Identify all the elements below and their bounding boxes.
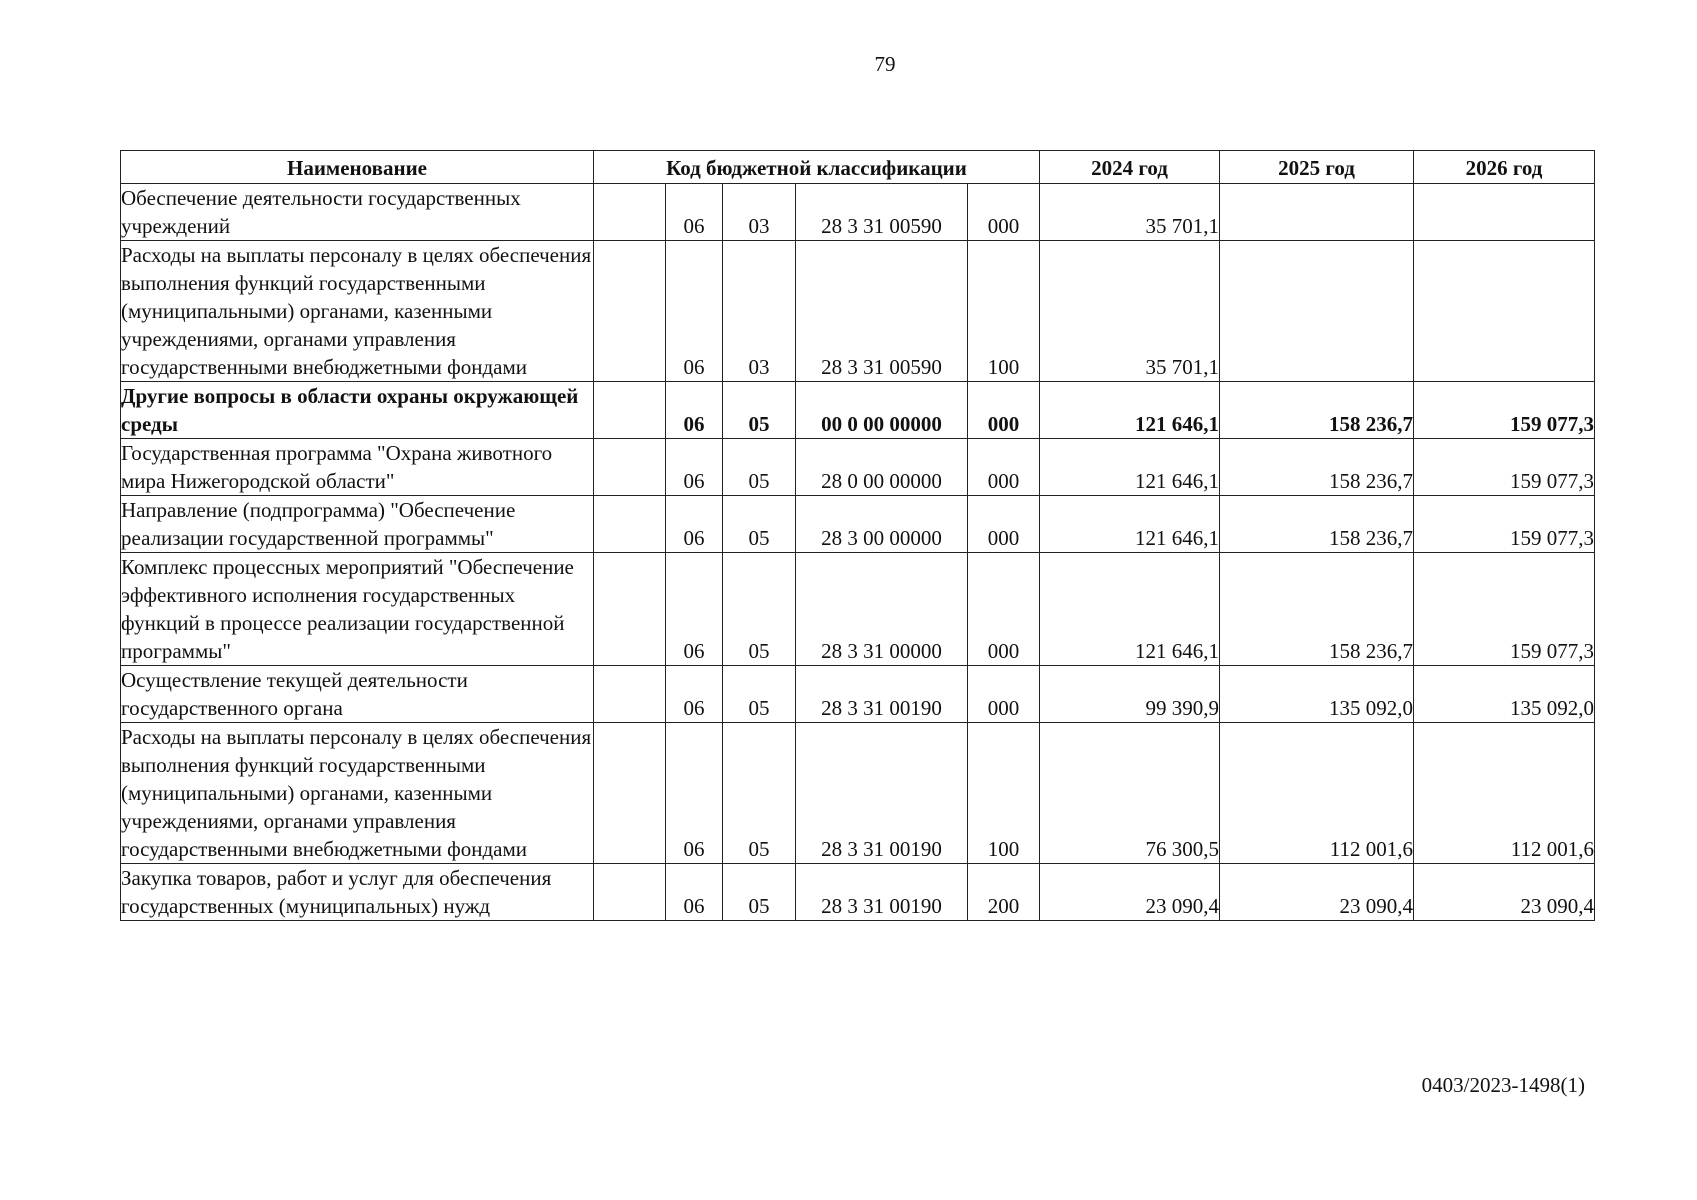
- amount-2026: 135 092,0: [1414, 666, 1595, 723]
- code-part-1: [594, 496, 666, 553]
- amount-2025: 158 236,7: [1220, 382, 1414, 439]
- code-section: 06: [666, 241, 723, 382]
- code-subsection: 05: [723, 723, 796, 864]
- code-target-article: 28 3 31 00590: [796, 184, 968, 241]
- page-number: 79: [874, 52, 896, 76]
- table-row: [121, 864, 1595, 921]
- amount-2026: 23 090,4: [1414, 864, 1595, 921]
- amount-2026: [1414, 241, 1595, 382]
- amount-2025: [1220, 184, 1414, 241]
- code-part-1: [594, 439, 666, 496]
- code-section: 06: [666, 496, 723, 553]
- code-section: 06: [666, 723, 723, 864]
- row-name: Закупка товаров, работ и услуг для обеспечения государственных (муниципальных) нужд: [121, 864, 594, 921]
- code-target-article: 00 0 00 00000: [796, 382, 968, 439]
- row-name: Расходы на выплаты персоналу в целях обеспечения выполнения функций государственными (муниципальными) органами, казенными учреждениями, органами управления государственными внебюджетными фондами: [121, 241, 594, 382]
- code-expense-type: 100: [968, 723, 1040, 864]
- amount-2025: 23 090,4: [1220, 864, 1414, 921]
- code-part-1: [594, 382, 666, 439]
- document-code: 0403/2023-1498(1): [1421, 1073, 1585, 1097]
- code-expense-type: 000: [968, 439, 1040, 496]
- code-target-article: 28 3 31 00590: [796, 241, 968, 382]
- code-part-1: [594, 241, 666, 382]
- row-name: Государственная программа "Охрана животного мира Нижегородской области": [121, 439, 594, 496]
- budget-table: [120, 150, 1595, 921]
- amount-2026: 159 077,3: [1414, 382, 1595, 439]
- row-name: Комплекс процессных мероприятий "Обеспечение эффективного исполнения государственных функций в процессе реализации государственной программы": [121, 553, 594, 666]
- amount-2025: 135 092,0: [1220, 666, 1414, 723]
- header-2024: 2024 год: [1040, 151, 1220, 184]
- code-section: 06: [666, 184, 723, 241]
- code-section: 06: [666, 382, 723, 439]
- amount-2026: [1414, 184, 1595, 241]
- row-name: Другие вопросы в области охраны окружающей среды: [121, 382, 594, 439]
- table-row: [121, 553, 1595, 666]
- amount-2026: 159 077,3: [1414, 553, 1595, 666]
- row-name: Расходы на выплаты персоналу в целях обеспечения выполнения функций государственными (муниципальными) органами, казенными учреждениями, органами управления государственными внебюджетными фондами: [121, 723, 594, 864]
- code-target-article: 28 3 00 00000: [796, 496, 968, 553]
- code-expense-type: 000: [968, 184, 1040, 241]
- code-target-article: 28 3 31 00190: [796, 666, 968, 723]
- table-row: [121, 184, 1595, 241]
- amount-2024: 76 300,5: [1040, 723, 1220, 864]
- amount-2024: 35 701,1: [1040, 184, 1220, 241]
- code-expense-type: 000: [968, 496, 1040, 553]
- amount-2026: 112 001,6: [1414, 723, 1595, 864]
- header-code: Код бюджетной классификации: [594, 151, 1040, 184]
- table-header-row: [121, 151, 1595, 184]
- table-row: [121, 666, 1595, 723]
- amount-2024: 121 646,1: [1040, 553, 1220, 666]
- code-expense-type: 000: [968, 553, 1040, 666]
- code-target-article: 28 3 31 00190: [796, 723, 968, 864]
- header-2025: 2025 год: [1220, 151, 1414, 184]
- code-expense-type: 000: [968, 666, 1040, 723]
- amount-2026: 159 077,3: [1414, 439, 1595, 496]
- amount-2025: 158 236,7: [1220, 553, 1414, 666]
- code-section: 06: [666, 439, 723, 496]
- table-row: [121, 496, 1595, 553]
- amount-2025: 112 001,6: [1220, 723, 1414, 864]
- code-subsection: 05: [723, 439, 796, 496]
- amount-2024: 99 390,9: [1040, 666, 1220, 723]
- row-name: Обеспечение деятельности государственных учреждений: [121, 184, 594, 241]
- code-target-article: 28 0 00 00000: [796, 439, 968, 496]
- amount-2025: 158 236,7: [1220, 496, 1414, 553]
- code-subsection: 05: [723, 666, 796, 723]
- row-name: Направление (подпрограмма) "Обеспечение реализации государственной программы": [121, 496, 594, 553]
- amount-2026: 159 077,3: [1414, 496, 1595, 553]
- code-subsection: 05: [723, 864, 796, 921]
- header-2026: 2026 год: [1414, 151, 1595, 184]
- header-name: Наименование: [121, 151, 594, 184]
- amount-2025: [1220, 241, 1414, 382]
- code-expense-type: 000: [968, 382, 1040, 439]
- code-subsection: 03: [723, 241, 796, 382]
- code-section: 06: [666, 864, 723, 921]
- code-part-1: [594, 553, 666, 666]
- code-subsection: 03: [723, 184, 796, 241]
- row-name: Осуществление текущей деятельности государственного органа: [121, 666, 594, 723]
- amount-2024: 121 646,1: [1040, 496, 1220, 553]
- table-row: [121, 382, 1595, 439]
- amount-2024: 121 646,1: [1040, 382, 1220, 439]
- code-part-1: [594, 864, 666, 921]
- code-expense-type: 200: [968, 864, 1040, 921]
- code-part-1: [594, 184, 666, 241]
- table-row: [121, 723, 1595, 864]
- code-expense-type: 100: [968, 241, 1040, 382]
- code-target-article: 28 3 31 00000: [796, 553, 968, 666]
- code-part-1: [594, 723, 666, 864]
- amount-2025: 158 236,7: [1220, 439, 1414, 496]
- code-subsection: 05: [723, 553, 796, 666]
- code-section: 06: [666, 666, 723, 723]
- amount-2024: 23 090,4: [1040, 864, 1220, 921]
- table-row: [121, 241, 1595, 382]
- table-row: [121, 439, 1595, 496]
- code-subsection: 05: [723, 496, 796, 553]
- amount-2024: 35 701,1: [1040, 241, 1220, 382]
- code-section: 06: [666, 553, 723, 666]
- amount-2024: 121 646,1: [1040, 439, 1220, 496]
- code-target-article: 28 3 31 00190: [796, 864, 968, 921]
- code-part-1: [594, 666, 666, 723]
- code-subsection: 05: [723, 382, 796, 439]
